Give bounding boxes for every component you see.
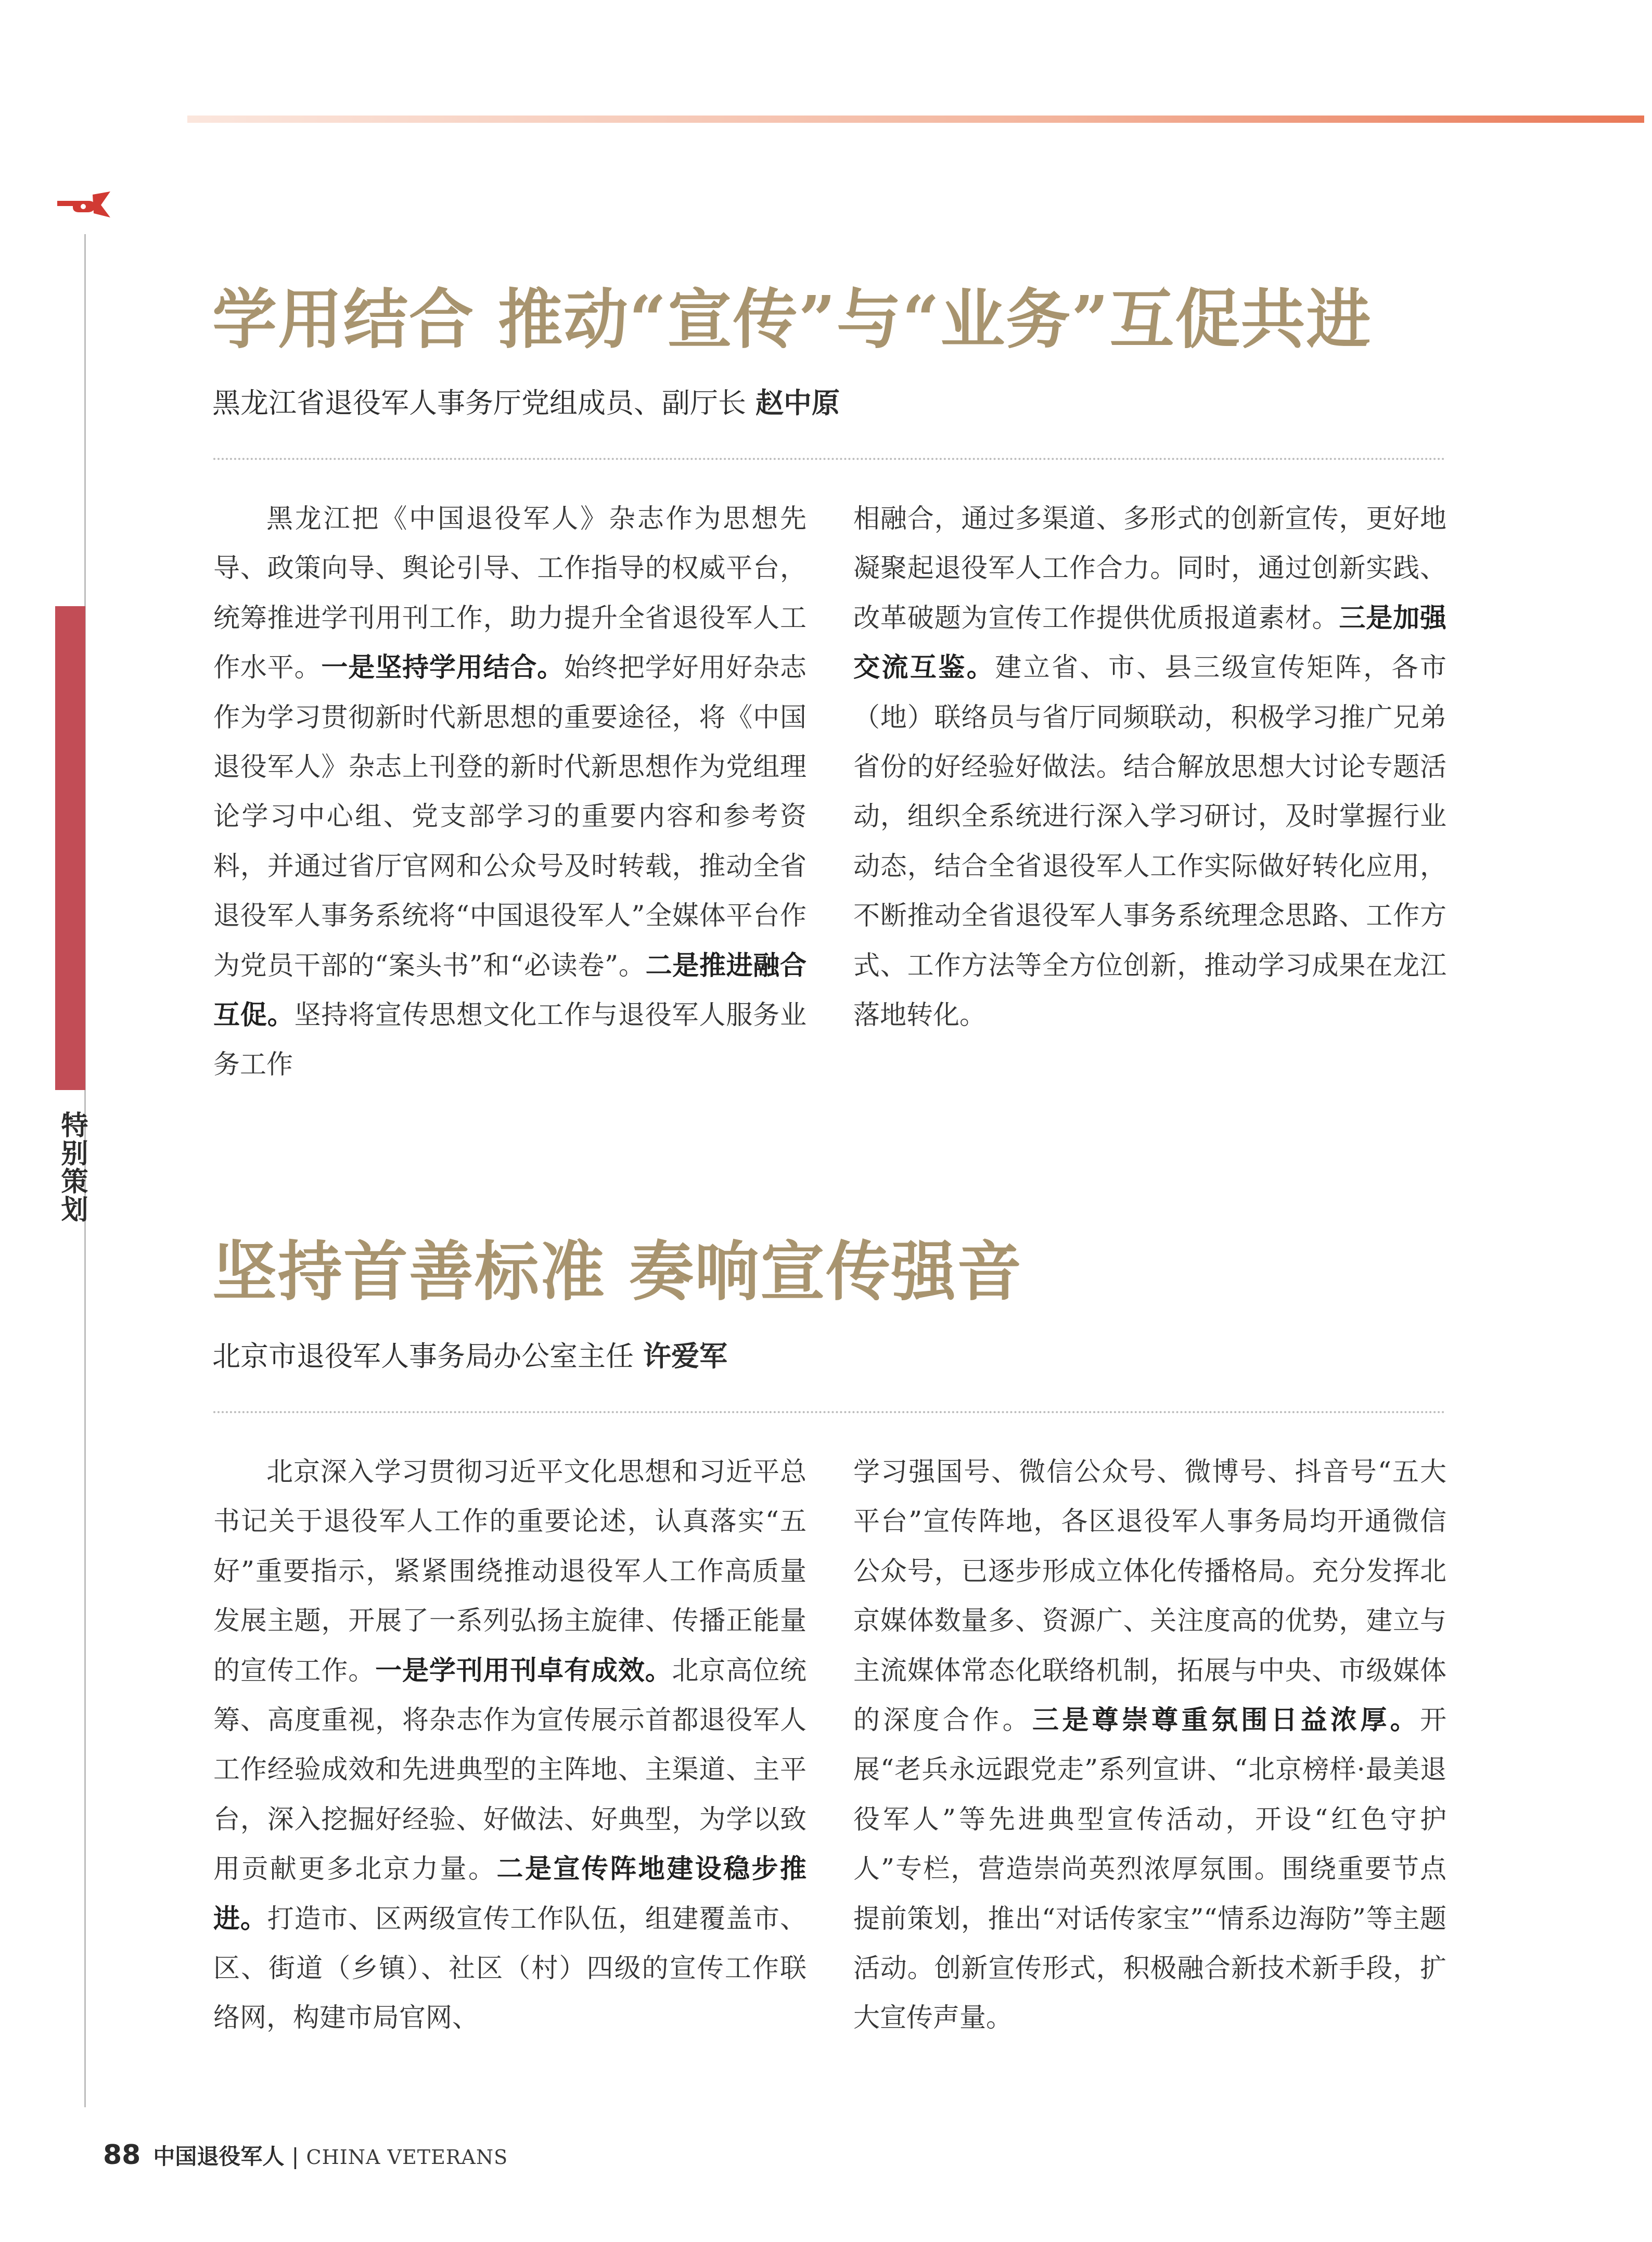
article-1-point-3: 三是加强交流互鉴。 [853,603,1446,684]
article-2-column-right [853,1447,1446,2043]
magazine-logo-icon [56,189,113,221]
article-1-author-name: 赵中原 [755,387,840,419]
article-2-para: 打造市、区两级宣传工作队伍，组建覆盖市、区、街道（乡镇）、社区（村）四级的宣传工作联络网，构建市局官网、 [213,1903,806,2034]
article-1-para: 坚持将宣传思想文化工作与退役军人服务业务工作 [213,1000,806,1081]
page-number: 88 [103,2139,141,2171]
article-1-byline [212,385,840,421]
article-2-point-2: 二是宣传阵地建设稳步推进。 [213,1854,806,1934]
article-2-column-left [213,1447,806,2043]
article-2-divider [213,1411,1445,1413]
section-accent-bar [55,606,85,1090]
article-1-para: 黑龙江把《中国退役军人》杂志作为思想先导、政策向导、舆论引导、工作指导的权威平台，统筹推进学刊用刊工作，助力提升全省退役军人工作水平。 [213,504,806,684]
article-1-para: 建立省、市、县三级宣传矩阵，各市（地）联络员与省厅同频联动，积极学习推广兄弟省份的好经验好做法。结合解放思想大讨论专题活动，组织全系统进行深入学习研讨，及时掌握行业动态，结合全省退役军人工作实际做好转化应用，不断推动全省退役军人事务系统理念思路、工作方式、工作方法等全方位创新，推动学习成果在龙江落地转化。 [853,652,1446,1031]
article-1-column-left [213,494,806,1090]
article-2-byline [212,1338,727,1375]
article-1-point-2: 二是推进融合互促。 [213,950,806,1031]
article-1-column-right [853,494,1446,1040]
article-2-para: 北京高位统筹、高度重视，将杂志作为宣传展示首都退役军人工作经验成效和先进典型的主阵地、主渠道、主平台，深入挖掘好经验、好做法、好典型，为学以致用贡献更多北京力量。 [213,1655,806,1885]
article-2-title: 坚持首善标准 奏响宣传强音 [212,1234,1023,1310]
article-2-para: 北京深入学习贯彻习近平文化思想和习近平总书记关于退役军人工作的重要论述，认真落实“五好”重要指示，紧紧围绕推动退役军人工作高质量发展主题，开展了一系列弘扬主旋律、传播正能量的宣传工作。 [213,1457,806,1686]
article-1-author-role: 黑龙江省退役军人事务厅党组成员、副厅长 [212,387,746,419]
footer-separator: | [291,2144,299,2169]
magazine-name-cn: 中国退役军人 [153,2144,285,2169]
article-1-para: 始终把学好用好杂志作为学习贯彻新时代新思想的重要途径，将《中国退役军人》杂志上刊登的新时代新思想作为党组理论学习中心组、党支部学习的重要内容和参考资料，并通过省厅官网和公众号及时转载，推动全省退役军人事务系统将“中国退役军人”全媒体平台作为党员干部的“案头书”和“必读卷”。 [213,652,806,981]
top-accent-bar [187,116,1644,123]
article-2-para: 开展“老兵永远跟党走”系列宣讲、“北京榜样·最美退役军人”等先进典型宣传活动，开设“红色守护人”专栏，营造崇尚英烈浓厚氛围。围绕重要节点提前策划，推出“对话传家宝”“情系边海防”等主题活动。创新宣传形式，积极融合新技术新手段，扩大宣传声量。 [853,1705,1446,2034]
section-label: 特别策划 [56,1111,87,1223]
article-2-point-3: 三是尊崇尊重氛围日益浓厚。 [1032,1705,1420,1736]
article-1-para: 相融合，通过多渠道、多形式的创新宣传，更好地凝聚起退役军人工作合力。同时，通过创新实践、改革破题为宣传工作提供优质报道素材。 [853,504,1446,634]
article-1-point-1: 一是坚持学用结合。 [321,652,565,684]
article-2-para: 学习强国号、微信公众号、微博号、抖音号“五大平台”宣传阵地，各区退役军人事务局均开通微信公众号，已逐步形成立体化传播格局。充分发挥北京媒体数量多、资源广、关注度高的优势，建立与主流媒体常态化联络机制，拓展与中央、市级媒体的深度合作。 [853,1457,1446,1736]
magazine-name-en: CHINA VETERANS [306,2146,508,2169]
article-1-title: 学用结合 推动“宣传”与“业务”互促共进 [212,282,1372,357]
article-2-author-name: 许爱军 [643,1340,727,1373]
article-2-point-1: 一是学刊用刊卓有成效。 [375,1655,672,1686]
article-2-author-role: 北京市退役军人事务局办公室主任 [212,1340,634,1373]
page-footer [103,2139,508,2173]
article-1-divider [213,458,1445,460]
